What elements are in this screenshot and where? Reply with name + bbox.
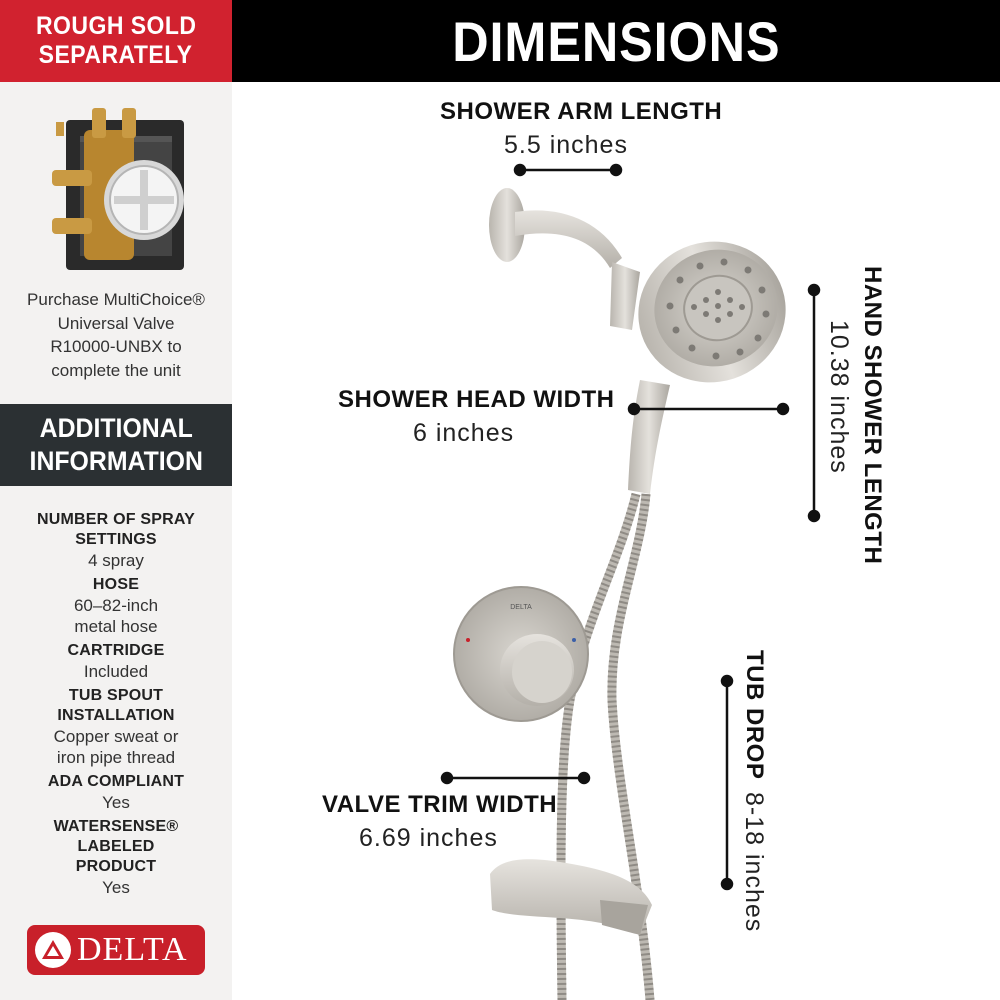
info-value: Copper sweat or iron pipe thread bbox=[53, 727, 179, 767]
info-label: ADA COMPLIANT bbox=[47, 773, 185, 790]
rough-banner-line-2: SEPARATELY bbox=[39, 41, 193, 69]
page-title: DIMENSIONS bbox=[451, 9, 781, 73]
info-value: 4 spray bbox=[88, 551, 144, 570]
info-item-watersense bbox=[0, 817, 232, 898]
addl-banner-line-1: ADDITIONAL bbox=[39, 413, 193, 443]
info-item-cartridge bbox=[0, 641, 232, 682]
shower-head-value: 6 inches bbox=[413, 419, 515, 447]
additional-information-banner bbox=[0, 404, 232, 486]
info-label: WATERSENSE® LABELED PRODUCT bbox=[53, 818, 179, 875]
info-value: Included bbox=[83, 662, 149, 681]
purchase-line-4: complete the unit bbox=[51, 360, 181, 380]
info-label: NUMBER OF SPRAY SETTINGS bbox=[37, 511, 195, 548]
tub-drop-value: 8-18 inches bbox=[740, 791, 768, 933]
info-item-ada bbox=[0, 772, 232, 813]
purchase-line-2: Universal Valve bbox=[57, 313, 175, 333]
shower-arm-label: SHOWER ARM LENGTH bbox=[440, 98, 723, 125]
shower-head-label: SHOWER HEAD WIDTH bbox=[338, 386, 615, 413]
hand-shower-label: HAND SHOWER LENGTH bbox=[859, 266, 886, 565]
shower-arm bbox=[515, 210, 622, 268]
purchase-line-3: R10000-UNBX to bbox=[50, 337, 182, 356]
info-list bbox=[0, 510, 232, 902]
rough-sold-separately-banner bbox=[0, 0, 232, 82]
sidebar bbox=[0, 0, 232, 1000]
trim-brand-text: DELTA bbox=[510, 604, 532, 611]
info-item-tub-spout bbox=[0, 686, 232, 768]
info-label: HOSE bbox=[92, 576, 140, 593]
purchase-line-1: Purchase MultiChoice® bbox=[27, 290, 205, 309]
info-value: Yes bbox=[102, 793, 130, 812]
shower-arm-value: 5.5 inches bbox=[504, 131, 628, 159]
info-label: TUB SPOUT INSTALLATION bbox=[57, 687, 175, 724]
hand-shower-label-group bbox=[858, 266, 886, 564]
info-item-hose bbox=[0, 575, 232, 637]
info-item-spray bbox=[0, 510, 232, 571]
valve-trim-value: 6.69 inches bbox=[359, 824, 498, 852]
info-label: CARTRIDGE bbox=[67, 642, 165, 659]
tub-drop-group bbox=[739, 650, 768, 932]
delta-logo bbox=[27, 925, 205, 975]
rough-banner-line-1: ROUGH SOLD bbox=[35, 12, 197, 40]
hand-shower-handle bbox=[628, 380, 670, 494]
purchase-note bbox=[0, 288, 232, 382]
rough-valve-image bbox=[44, 100, 194, 275]
addl-banner-line-2: INFORMATION bbox=[29, 446, 203, 476]
valve-trim-label: VALVE TRIM WIDTH bbox=[322, 791, 558, 818]
hand-shower-value-group bbox=[824, 320, 853, 474]
title-bar bbox=[232, 0, 1000, 82]
hand-shower-value: 10.38 inches bbox=[825, 320, 853, 474]
info-value: 60–82-inch metal hose bbox=[73, 596, 159, 636]
info-value: Yes bbox=[102, 878, 130, 897]
delta-triangle-icon bbox=[35, 932, 71, 968]
delta-logo-text: DELTA bbox=[77, 931, 188, 968]
tub-drop-label: TUB DROP bbox=[741, 650, 768, 780]
